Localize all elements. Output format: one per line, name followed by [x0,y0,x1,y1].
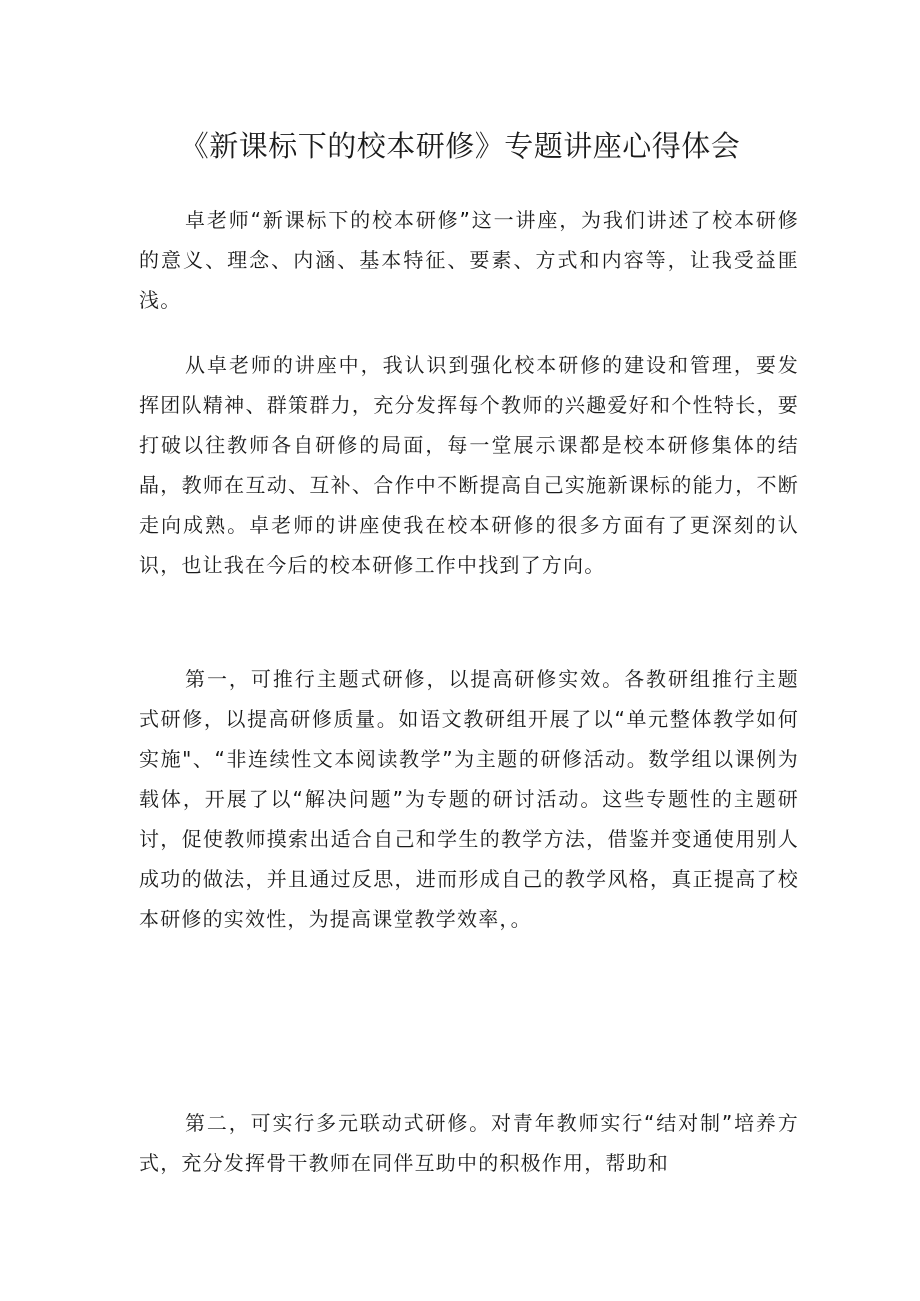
document-title: 《新课标下的校本研修》专题讲座心得体会 [179,129,741,163]
paragraph-understanding: 从卓老师的讲座中，我认识到强化校本研修的建设和管理，要发挥团队精神、群策群力，充分发挥每个教师的兴趣爱好和个性特长，要打破以往教师各自研修的局面，每一堂展示课都是校本研修集体的结晶，教师在互动、互补、合作中不断提高自己实施新课标的能力，不断走向成熟。卓老师的讲座使我在校本研修的很多方面有了更深刻的认识，也让我在今后的校本研修工作中找到了方向。 [139,353,799,577]
paragraph-first-point: 第一，可推行主题式研修，以提高研修实效。各教研组推行主题式研修，以提高研修质量。如语文教研组开展了以“单元整体教学如何实施"、“非连续性文本阅读教学”为主题的研修活动。数学组以课例为载体，开展了以“解决问题”为专题的研讨活动。这些专题性的主题研讨，促使教师摸索出适合自己和学生的教学方法，借鉴并变通使用别人成功的做法，并且通过反思，进而形成自己的教学风格，真正提高了校本研修的实效性，为提高课堂教学效率，。 [139,667,799,931]
paragraph-intro: 卓老师“新课标下的校本研修”这一讲座，为我们讲述了校本研修的意义、理念、内涵、基本特征、要素、方式和内容等，让我受益匪浅。 [139,208,799,312]
paragraph-second-point: 第二，可实行多元联动式研修。对青年教师实行“结对制”培养方式，充分发挥骨干教师在同伴互助中的积极作用，帮助和 [139,1111,799,1175]
